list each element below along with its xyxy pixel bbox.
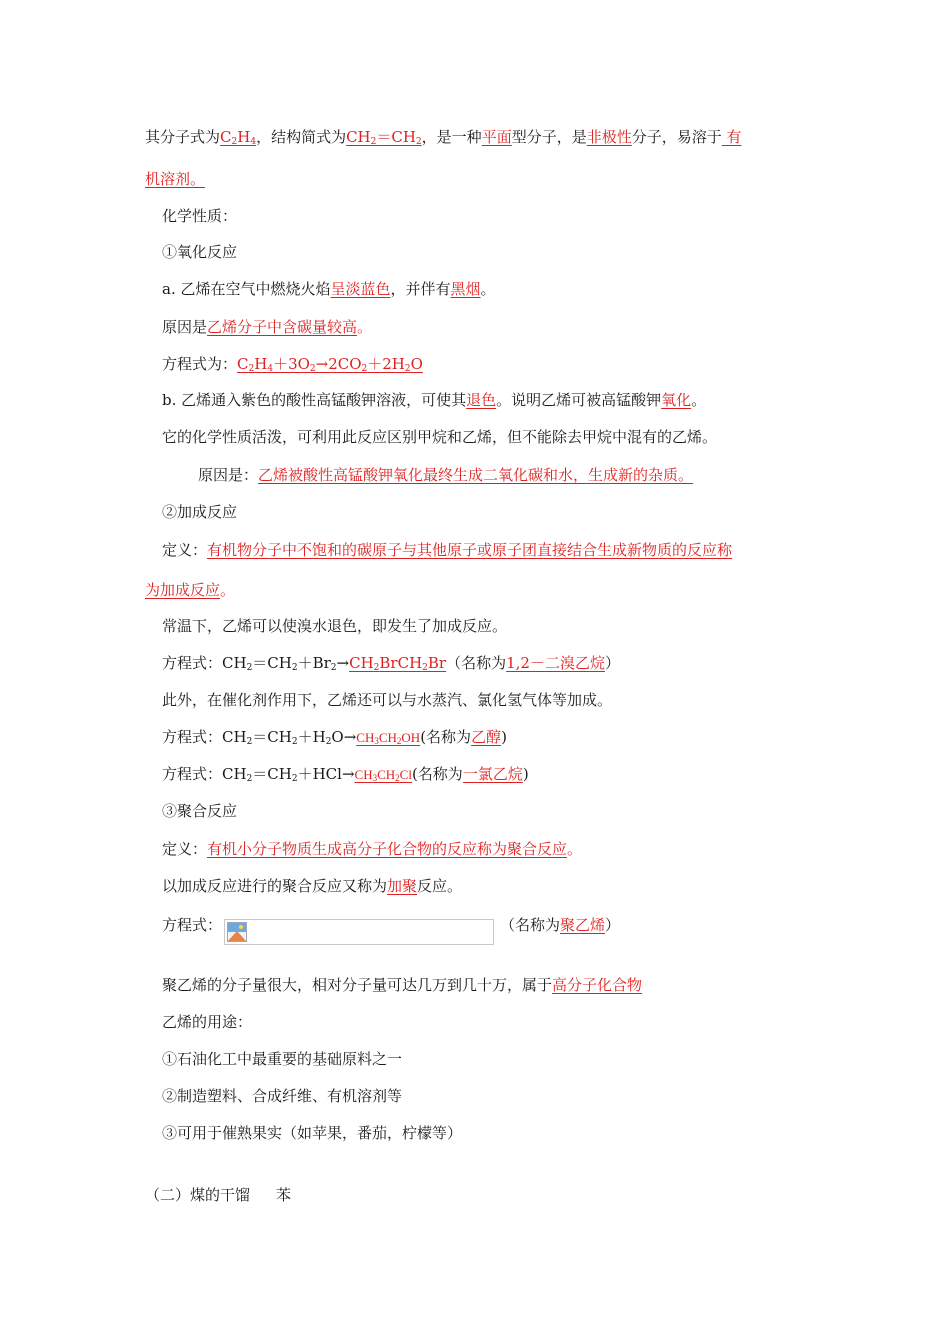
equation-image-placeholder: [224, 919, 494, 945]
addition-definition: 定义：有机物分子中不饱和的碳原子与其他原子或原子团直接结合生成新物质的反应称: [162, 541, 733, 559]
answer-macromolecule: 高分子化合物: [552, 976, 643, 994]
answer-decolor: 退色: [466, 391, 497, 409]
answer-ethanol-name: 乙醇: [471, 728, 502, 746]
section-heading: （二）煤的干馏 苯: [145, 1186, 292, 1204]
reason-line: 原因是乙烯分子中含碳量较高。: [162, 318, 373, 336]
polymerization-definition: 定义：有机小分子物质生成高分子化合物的反应称为聚合反应。: [162, 840, 583, 858]
polymer-weight-line: 聚乙烯的分子量很大，相对分子量可达几万到几十万，属于高分子化合物: [162, 976, 643, 994]
answer-polyethylene: 聚乙烯: [560, 916, 606, 934]
answer-chloroethane-name: 一氯乙烷: [462, 765, 523, 783]
bromine-equation: 方程式：$CH_2=CH_2+Br_2\to CH_2BrCH_2Br$（名称为1,2－二溴乙烷）: [162, 654, 620, 673]
answer-structure: $CH_2=CH_2$: [346, 128, 422, 147]
solvent-line: [145, 169, 205, 189]
polymerization-heading: ③聚合反应: [162, 802, 238, 820]
addition-polymer-line: 以加成反应进行的聚合反应又称为加聚反应。: [162, 877, 463, 895]
oxidation-heading: ①氧化反应: [162, 243, 238, 261]
water-equation: 方程式：$CH_2=CH_2+H_2O\to CH_3CH_2OH$(名称为乙醇): [162, 728, 507, 747]
combustion-equation: 方程式为：$C_2H_4+3O_2\to 2CO_2+2H_2O$: [162, 355, 423, 374]
answer-formula: $C_2H_4$: [220, 128, 257, 147]
answer-planar: 平面: [481, 128, 512, 146]
addition-definition-end: 为加成反应。: [145, 581, 236, 599]
answer-polymer-def: 有机小分子物质生成高分子化合物的反应称为聚合反应: [207, 840, 568, 858]
answer-dibromo-name: 1,2－二溴乙烷: [506, 654, 605, 672]
answer-addition-polymer: 加聚: [387, 877, 418, 895]
answer-impurity: 乙烯被酸性高锰酸钾氧化最终生成二氧化碳和水，生成新的杂质。: [258, 466, 694, 484]
answer-smoke: 黑烟: [450, 280, 481, 298]
answer-addition-def: 有机物分子中不饱和的碳原子与其他原子或原子团直接结合生成新物质的反应称: [207, 541, 733, 559]
image-placeholder-icon: [227, 922, 247, 942]
catalyst-line: 此外，在催化剂作用下，乙烯还可以与水蒸汽、氯化氢气体等加成。: [162, 691, 613, 709]
answer-solvent-start: 有: [721, 128, 742, 146]
answer-solvent-end: 机溶剂。: [145, 170, 206, 188]
addition-heading: ②加成反应: [162, 503, 238, 521]
kmno4-line: b. 乙烯通入紫色的酸性高锰酸钾溶液，可使其退色。说明乙烯可被高锰酸钾氧化。: [162, 391, 707, 409]
answer-oxidized: 氧化: [661, 391, 692, 409]
answer-flame: 呈淡蓝色: [330, 280, 391, 298]
uses-heading: 乙烯的用途：: [162, 1013, 253, 1031]
chem-properties-heading: 化学性质：: [162, 207, 238, 225]
hcl-equation: 方程式：$CH_2=CH_2+HCl\to CH_3CH_2Cl$(名称为一氯乙烷): [162, 765, 529, 784]
answer-addition-def-end: 为加成反应: [145, 581, 221, 599]
answer-nonpolar: 非极性: [586, 128, 632, 146]
bromine-water-line: 常温下，乙烯可以使溴水退色，即发生了加成反应。: [162, 617, 508, 635]
answer-dibromo-formula: $CH_2BrCH_2Br$: [349, 654, 447, 673]
answer-carbon: 乙烯分子中含碳量较高: [207, 318, 358, 336]
distinguish-line: 它的化学性质活泼，可利用此反应区别甲烷和乙烯，但不能除去甲烷中混有的乙烯。: [162, 428, 718, 446]
use-item-2: ②制造塑料、合成纤维、有机溶剂等: [162, 1087, 403, 1105]
combustion-line: a. 乙烯在空气中燃烧火焰呈淡蓝色，并伴有黑烟。: [162, 280, 496, 298]
use-item-1: ①石油化工中最重要的基础原料之一: [162, 1050, 403, 1068]
use-item-3: ③可用于催熟果实（如苹果，番茄，柠檬等）: [162, 1124, 463, 1142]
molecule-formula-line: 其分子式为$C_2H_4$，结构简式为$CH_2=CH_2$，是一种平面型分子，是非极性分子，易溶于 有: [145, 128, 742, 147]
impurity-reason-line: 原因是：乙烯被酸性高锰酸钾氧化最终生成二氧化碳和水，生成新的杂质。: [198, 466, 694, 484]
answer-ethanol-formula: $CH_3CH_2OH$: [356, 730, 421, 746]
answer-equation: $C_2H_4+3O_2\to 2CO_2+2H_2O$: [237, 355, 423, 374]
answer-chloroethane-formula: $CH_3CH_2Cl$: [354, 767, 412, 783]
polymer-equation: 方程式： （名称为聚乙烯）: [162, 913, 620, 939]
